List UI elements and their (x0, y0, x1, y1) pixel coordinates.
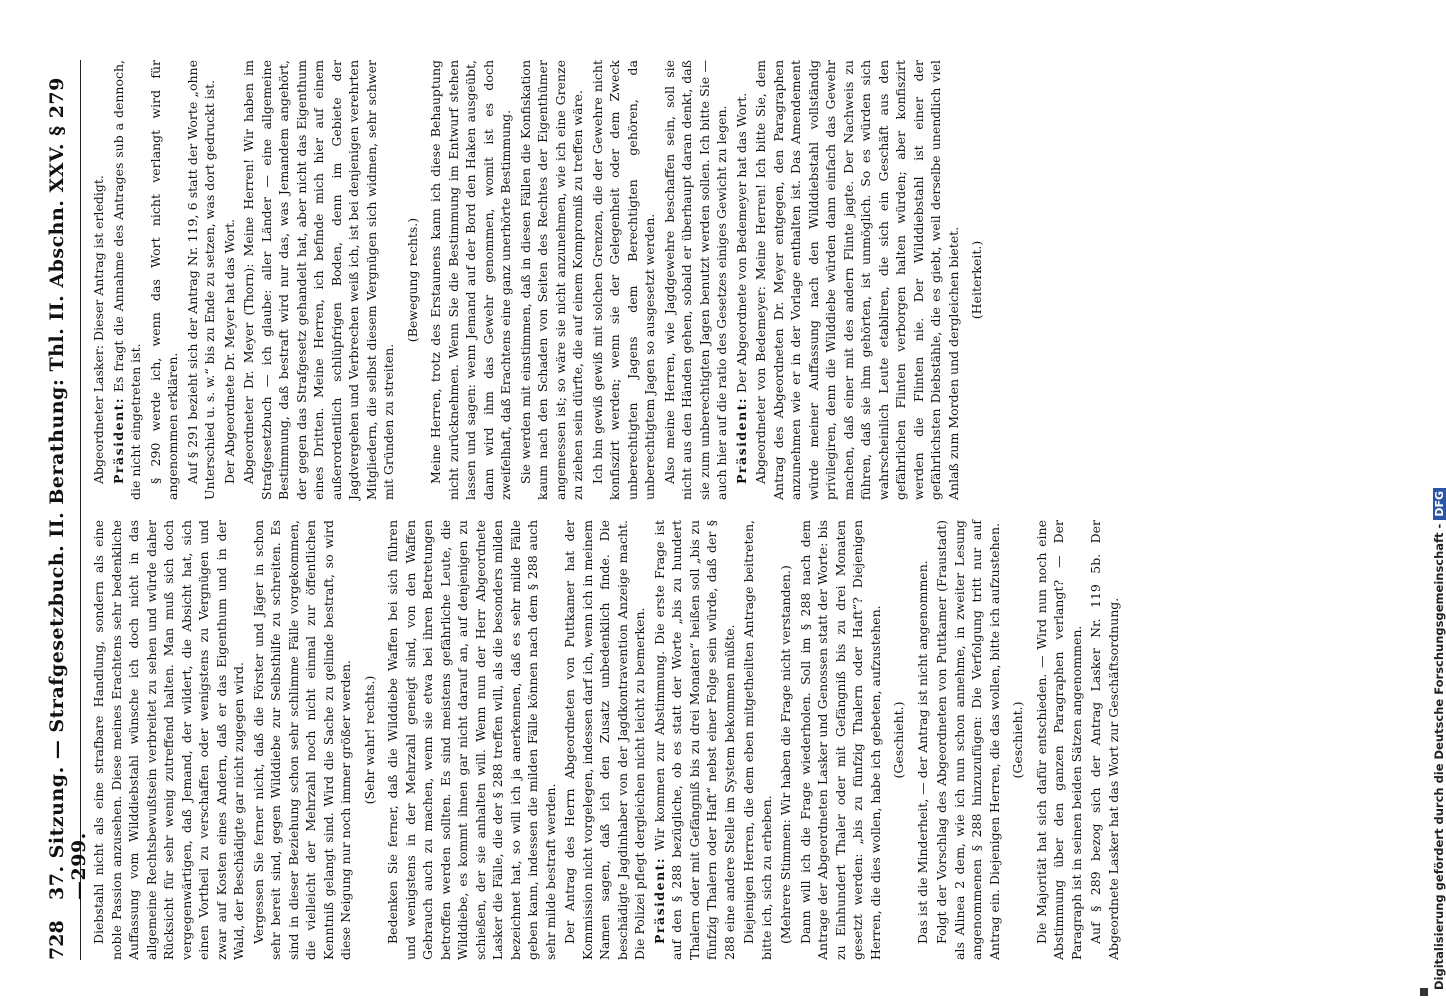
paragraph (733, 60, 751, 500)
paragraph-text: Ich bin gewiß gewiß mit solchen Grenzen, die der Gewehre nicht konfiszirt werden; wenn sie der Gelegenheit oder dem Zweck unberechtigten Jagens dem Berechtigten gehören, da unberechtigtem Jagen so ausgesetzt werden. (589, 60, 657, 500)
paragraph-text: Diejenigen Herren, die dem eben mitgetheilten Antrage beitreten, bitte ich, sich zu erheben. (741, 520, 774, 960)
paragraph-text: Sie werden mit einstimmen, daß in diesen Fällen die Konfiskation kaum nach den Schaden von Seiten des Rechtes der Eigenthümer angemessen ist; so wäre sie nicht anzunehmen, wie ich eine Grenze zu ziehen sein dürfte, die auf einem Kompromiß zu treffen wäre. (517, 60, 585, 500)
corner-mark (1420, 988, 1428, 996)
paragraph-text: (Geschieht.) (891, 701, 906, 779)
stage-direction (404, 60, 422, 500)
speaker-label: Präsident: (651, 856, 667, 944)
page-title: 37. Sitzung. — Strafgesetzbuch. II. Berathung: Thl. II. Abschn. XXV. § 279—299. (46, 77, 90, 900)
rotated-page (40, 40, 1290, 960)
paragraph-text: Meine Herren, trotz des Erstaunens kann ich diese Behauptung nicht zurücknehmen. Wenn Sie die Bestimmung im Entwurf stehen lassen und sagen: wenn Jemand auf der Bord den Haken ausgeübt, dann wird ihm das Gewehr genommen, womit ist es doch zweifelhaft, daß Erachtens eine ganz unerhörte Bestimmung. (428, 60, 513, 500)
page-header (40, 60, 90, 960)
left-column (90, 520, 1124, 960)
paragraph-text: (Mehrere Stimmen: Wir haben die Frage nicht verstanden.) (778, 565, 793, 944)
paragraph-text: Dann will ich die Frage wiederholen. Soll im § 288 nach dem Antrage der Abgeordneten Lasker und Genossen statt der Worte: bis zu Einhundert Thaler oder mit Gefängniß bis zu drei Monaten gesetzt werden: „bis zu fünfzig Thalern oder Haft“? Diejenigen Herren, die dies wollen, habe ich gebeten, aufzustehen. (797, 520, 883, 960)
speaker-label: Präsident: (733, 396, 749, 484)
speaker-label: Präsident: (110, 396, 126, 484)
paragraph-text: Bedenken Sie ferner, daß die Wilddiebe Waffen bei sich führen und wenigstens in der Mehrzahl geneigt sind, von den Waffen Gebrauch auch zu machen, wenn sie etwa bei ihren Betretungen betroffen werden sollten. Es sind meistens gefährliche Leute, die Wilddiebe, es kommt ihnen gar nicht darauf an, auf denjenigen zu schießen, der sie anhalten will. Wenn nun der Herr Abgeordnete Lasker die Fälle, die der § 288 treffen will, als die besonders milden bezeichnet hat, so will ich ja anerkennen, daß es sehr milde Fälle geben kann, indessen die milden Fälle können nach dem § 288 auch sehr milde bestraft werden. (385, 520, 558, 960)
paragraph (1033, 520, 1086, 960)
paragraph-text: (Bewegung rechts.) (404, 217, 420, 343)
paragraph-text: (Heiterkeit.) (969, 240, 984, 320)
right-column (90, 60, 992, 500)
dfg-logo: DFG (1433, 488, 1446, 520)
paragraph (740, 520, 775, 960)
paragraph-text: Also meine Herren, wie Jagdgewehre beschaffen sein, soll sie nicht aus den Händen gehen, sobald er überhaupt daran denkt, daß sie zum unberechtigten Jagen benutzt werden sollen. Ich bitte Sie — auch hier auf die ratio des Gesetzes einiges Gewicht zu legen. (661, 60, 729, 500)
stage-direction (1009, 520, 1027, 960)
paragraph (110, 60, 145, 500)
stage-direction (968, 60, 986, 500)
paragraph (933, 520, 1003, 960)
paragraph (184, 60, 219, 500)
paragraph-text: Diebstahl nicht als eine strafbare Handlung, sondern als eine noble Passion anzusehen. Diese meines Erachtens sehr bedenkliche Auffassung vom Wilddiebstahl wünsche ich doch nicht in das allgemeine Rechtsbewußtsein verbreitet zu sehen und würde daher Rücksicht für sehr wenig zutreffend halten. Man muß sich doch vergegenwärtigen, daß Jemand, der wildert, die Absicht hat, sich einen Vortheil zu verschaffen oder wenigstens zu Vergnügen und zwar auf Kosten eines Andern, daß er das Eigenthum und in der Wald, der Beschädigte gar nicht zugegen wird. (91, 520, 246, 960)
paragraph-text: Abgeordneter Lasker: Dieser Antrag ist erledigt. (91, 175, 106, 484)
paragraph (517, 60, 587, 500)
paragraph (1087, 520, 1122, 960)
stage-direction (890, 520, 908, 960)
paragraph (384, 520, 559, 960)
paragraph (777, 520, 795, 960)
digitization-stamp (1432, 488, 1446, 990)
paragraph-text: Das ist die Minderheit, — der Antrag ist nicht angenommen. (914, 560, 930, 944)
paragraph (427, 60, 515, 500)
paragraph-text: Auf § 291 bezieht sich der Antrag Nr. 119, 6 statt der Worte „ohne Unterschied u. s. w.“ bis zu Ende zu setzen, was dort gedruckt ist. (184, 60, 217, 500)
paragraph (561, 520, 649, 960)
paragraph-text: Wir kommen zur Abstimmung. Die erste Frage ist auf den § 288 bezügliche, ob es statt der Worte „bis zu hundert Thalern oder mit Gefängniß bis zu drei Monaten“ heißen soll „bis zu fünfzig Thalern oder Haft“ nebst einer Folge sein würde, daß der § 288 eine andere Stelle im System bekommen müßte. (651, 520, 737, 960)
paragraph (147, 60, 182, 500)
paragraph-text: Vergessen Sie ferner nicht, daß die Förster und Jäger in schon sehr bereit sind, gegen Wilddiebe zur Selbsthilfe zu schreiten. Es sind in dieser Beziehung schon sehr schlimme Fälle vorgekommen, die vielleicht der Mehrzahl noch nicht einmal zur öffentlichen Kenntniß gelangt sind. Wird die Sache zu gelinde bestraft, so wird diese Neigung nur noch immer größer werden. (250, 520, 353, 960)
paragraph-text: Folgt der Vorschlag des Abgeordneten von Puttkamer (Fraustadt) als Alinea 2 dem, wie ich nun schon annehme, in zweiter Lesung angenommenen § 288 hinzuzufügen: Die Verfolgung tritt nur auf Antrag ein. Diejenigen Herren, die das wollen, bitte ich aufzustehen. (934, 520, 1002, 960)
paragraph-text: Abgeordneter Dr. Meyer (Thorn): Meine Herren! Wir haben im Strafgesetzbuch — ich glaube: aller Länder — eine allgemeine Bestimmung, daß bestraft wird nur das, was Jemandem angehört, der gegen das Strafgesetz gehandelt hat, aber nicht das Eigenthum eines Dritten. Meine Herren, ich befinde mich hier auf einem außerordentlich schlüpfrigen Boden, denn im Gebiete der Jagdvergehen und Verbrechen weiß ich, ist bei denjenigen verehrten Mitgliedern, die selbst diesem Vergnügen sich widmen, sehr schwer mit Gründen zu streiten. (241, 60, 396, 500)
paragraph-text: Der Abgeordnete von Bedemeyer hat das Wort. (733, 92, 749, 393)
paragraph (797, 520, 885, 960)
paragraph-text: Der Antrag des Herrn Abgeordneten von Puttkamer hat der Kommission nicht vorgelegen, indessen darf ich, wenn ich in meinem Namen sagen, daß ich den Zusatz unbedenklich finde. Die beschädigte Jagdinhaber von der Jagdkontravention Anzeige macht. Die Polizei pflegt dergleichen nicht leicht zu bemerken. (562, 520, 647, 960)
paragraph-text: § 290 werde ich, wenn das Wort nicht verlangt wird für angenommen erklären. (147, 60, 180, 500)
paragraph (90, 60, 108, 500)
page-number: 728 (46, 920, 68, 960)
paragraph (651, 520, 739, 960)
paragraph-text: (Sehr wahr! rechts.) (361, 675, 377, 805)
paragraph-text: Es fragt die Annahme des Antrages sub a dennoch, die nicht eingetreten ist. (110, 60, 143, 500)
stamp-text: Digitalisierung gefördert durch die Deutsche Forschungsgemeinschaft - (1432, 523, 1446, 990)
paragraph (914, 520, 932, 960)
paragraph (589, 60, 659, 500)
paragraph-text: Der Abgeordnete Dr. Meyer hat das Wort. (221, 218, 237, 484)
paragraph (221, 60, 239, 500)
paragraph-text: Die Majorität hat sich dafür entschieden. — Wird nun noch eine Abstimmung über den ganzen Paragraphen verlangt? — Der Paragraph ist in seinen beiden Sätzen angenommen. (1033, 520, 1084, 960)
stage-direction (361, 520, 379, 960)
paragraph (250, 520, 355, 960)
paragraph-text: (Geschieht.) (1010, 701, 1025, 779)
paragraph (240, 60, 398, 500)
paragraph (661, 60, 731, 500)
paragraph-text: Auf § 289 bezog sich der Antrag Lasker Nr. 119 5b. Der Abgeordnete Lasker hat das Wort zur Geschäftsordnung. (1088, 520, 1121, 960)
paragraph (90, 520, 248, 960)
paragraph-text: Abgeordneter von Bedemeyer: Meine Herren! Ich bitte Sie, dem Antrag des Abgeordneten Dr. Meyer entgegen, den Paragraphen anzunehmen wie er in der Vorlage enthalten ist. Das Amendement würde meiner Auffassung nach den Wilddiebstahl vollständig privilegiren, denn die Wilddiebe würden dann einfach das Gewehr machen, daß einer mit des andern Flinte jagte. Der Nachweis zu führen, daß sie ihm gehörten, ist unmöglich. So es würden sich wahrscheinlich Leute etabliren, die sich ein Geschäft aus den gefährlichen Flinten verborgen halten würden; aber konfiszirt werden die Flinten nie. Der Wilddiebstahl ist einer der gefährlichsten Diebstähle, die es giebt, weil derselbe unendlich viel Anlaß zum Morden und dergleichen bietet. (753, 60, 961, 500)
paragraph (752, 60, 962, 500)
